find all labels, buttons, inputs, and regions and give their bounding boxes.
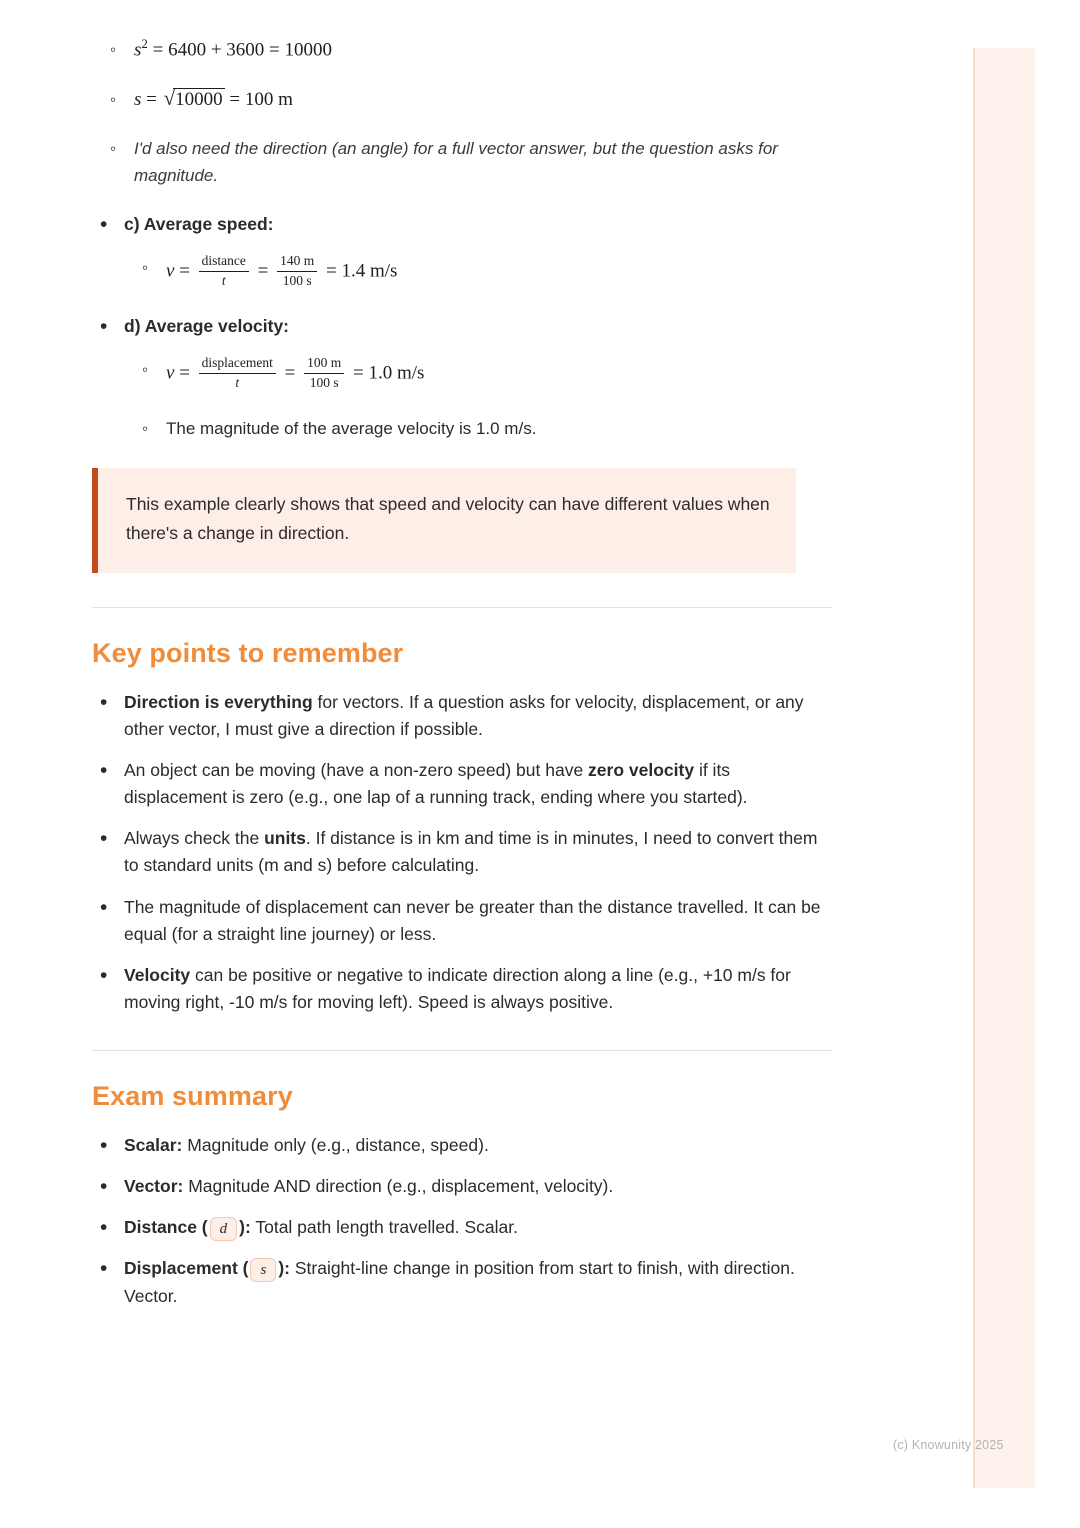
section-divider: [92, 607, 832, 608]
list-item: [104, 86, 832, 113]
math-list: [104, 36, 832, 189]
key-points-list: [92, 689, 832, 1016]
part-d-label: d) Average velocity:: [124, 315, 290, 336]
summary-term-post: ):: [278, 1258, 290, 1279]
watermark: (c) Knowunity 2025: [893, 1438, 1004, 1452]
summary-text: Magnitude only (e.g., distance, speed).: [182, 1135, 489, 1156]
key-point-plain: The magnitude of displacement can never be greater than the distance travelled. It can be equal (for a straight line journey) or less.: [124, 896, 821, 944]
summary-text: Total path length travelled. Scalar.: [250, 1217, 519, 1238]
part-d-math-list: [136, 356, 832, 442]
list-item: [92, 1173, 832, 1200]
key-point-rest: can be positive or negative to indicate direction along a line (e.g., +10 m/s for moving right, -10 m/s for moving left). Speed is always positive.: [124, 964, 791, 1012]
equation-average-speed: v = $\frac{\text{distance}}{t}$ = $\frac{140 m}{100 s}$ = 1.4 m/s: [166, 253, 398, 289]
key-point-pre: Always check the: [124, 828, 265, 849]
list-item: [104, 135, 832, 189]
part-c-math-list: [136, 254, 832, 291]
list-item: [92, 689, 832, 743]
callout-box: This example clearly shows that speed and velocity can have different values when there's a change in direction.: [92, 468, 796, 573]
summary-term: Scalar:: [124, 1135, 183, 1156]
direction-note: I'd also need the direction (an angle) for a full vector answer, but the question asks for magnitude.: [134, 138, 778, 185]
list-item: [92, 1132, 832, 1159]
key-point-lead: Direction is everything: [124, 691, 313, 712]
key-point-lead: Velocity: [124, 964, 191, 985]
velocity-magnitude-note: The magnitude of the average velocity is 1.0 m/s.: [166, 418, 537, 438]
list-item-part-d: [92, 313, 832, 442]
document-content: [92, 36, 832, 1324]
list-item: [92, 1214, 832, 1241]
summary-term-post: ):: [239, 1217, 251, 1238]
summary-term-pre: Distance (: [124, 1217, 208, 1238]
list-item: [92, 825, 832, 879]
key-point-lead: units: [264, 828, 306, 849]
key-point-rest: for vectors. If a question asks for velocity, displacement, or any other vector, I must give a direction if possible.: [124, 691, 804, 739]
list-item: [92, 894, 832, 948]
part-c-label: c) Average speed:: [124, 214, 274, 235]
list-item: [92, 757, 832, 811]
key-point-lead: zero velocity: [588, 760, 695, 781]
equation-average-velocity: v = $\frac{\text{displacement}}{t}$ = $\frac{100 m}{100 s}$ = 1.0 m/s: [166, 355, 425, 390]
list-item: [136, 356, 832, 393]
list-item: [92, 1255, 832, 1309]
key-point-pre: An object can be moving (have a non-zero speed) but have: [124, 760, 589, 781]
summary-text: Magnitude AND direction (e.g., displacement, velocity).: [183, 1176, 614, 1197]
parts-list: [92, 211, 832, 442]
summary-text: Straight-line change in position from start to finish, with direction. Vector.: [124, 1258, 795, 1306]
exam-summary-heading: Exam summary: [92, 1081, 293, 1112]
key-point-rest: if its displacement is zero (e.g., one lap of a running track, ending where you started).: [124, 760, 748, 808]
exam-summary-list: [92, 1132, 832, 1310]
list-item: [136, 415, 832, 442]
equation-s-root: s = √10000 = 100 m: [134, 85, 293, 110]
key-point-rest: . If distance is in km and time is in minutes, I need to convert them to standard units (m and s) before calculating.: [124, 828, 818, 876]
equation-s-squared: $s^2 = 6400 + 3600 = 10000$: [134, 36, 333, 61]
list-item: [104, 36, 832, 64]
summary-term-pre: Displacement (: [124, 1258, 249, 1279]
symbol-chip-distance: d: [210, 1217, 238, 1241]
symbol-chip-displacement: s: [250, 1258, 276, 1282]
summary-term: Vector:: [124, 1176, 184, 1197]
worked-example-math-block: [104, 36, 832, 189]
list-item: [136, 254, 832, 291]
key-points-heading: Key points to remember: [92, 637, 404, 668]
list-item: [92, 962, 832, 1016]
list-item-part-c: [92, 211, 832, 291]
section-divider-2: [92, 1050, 832, 1051]
decorative-side-band: [973, 48, 1035, 1488]
